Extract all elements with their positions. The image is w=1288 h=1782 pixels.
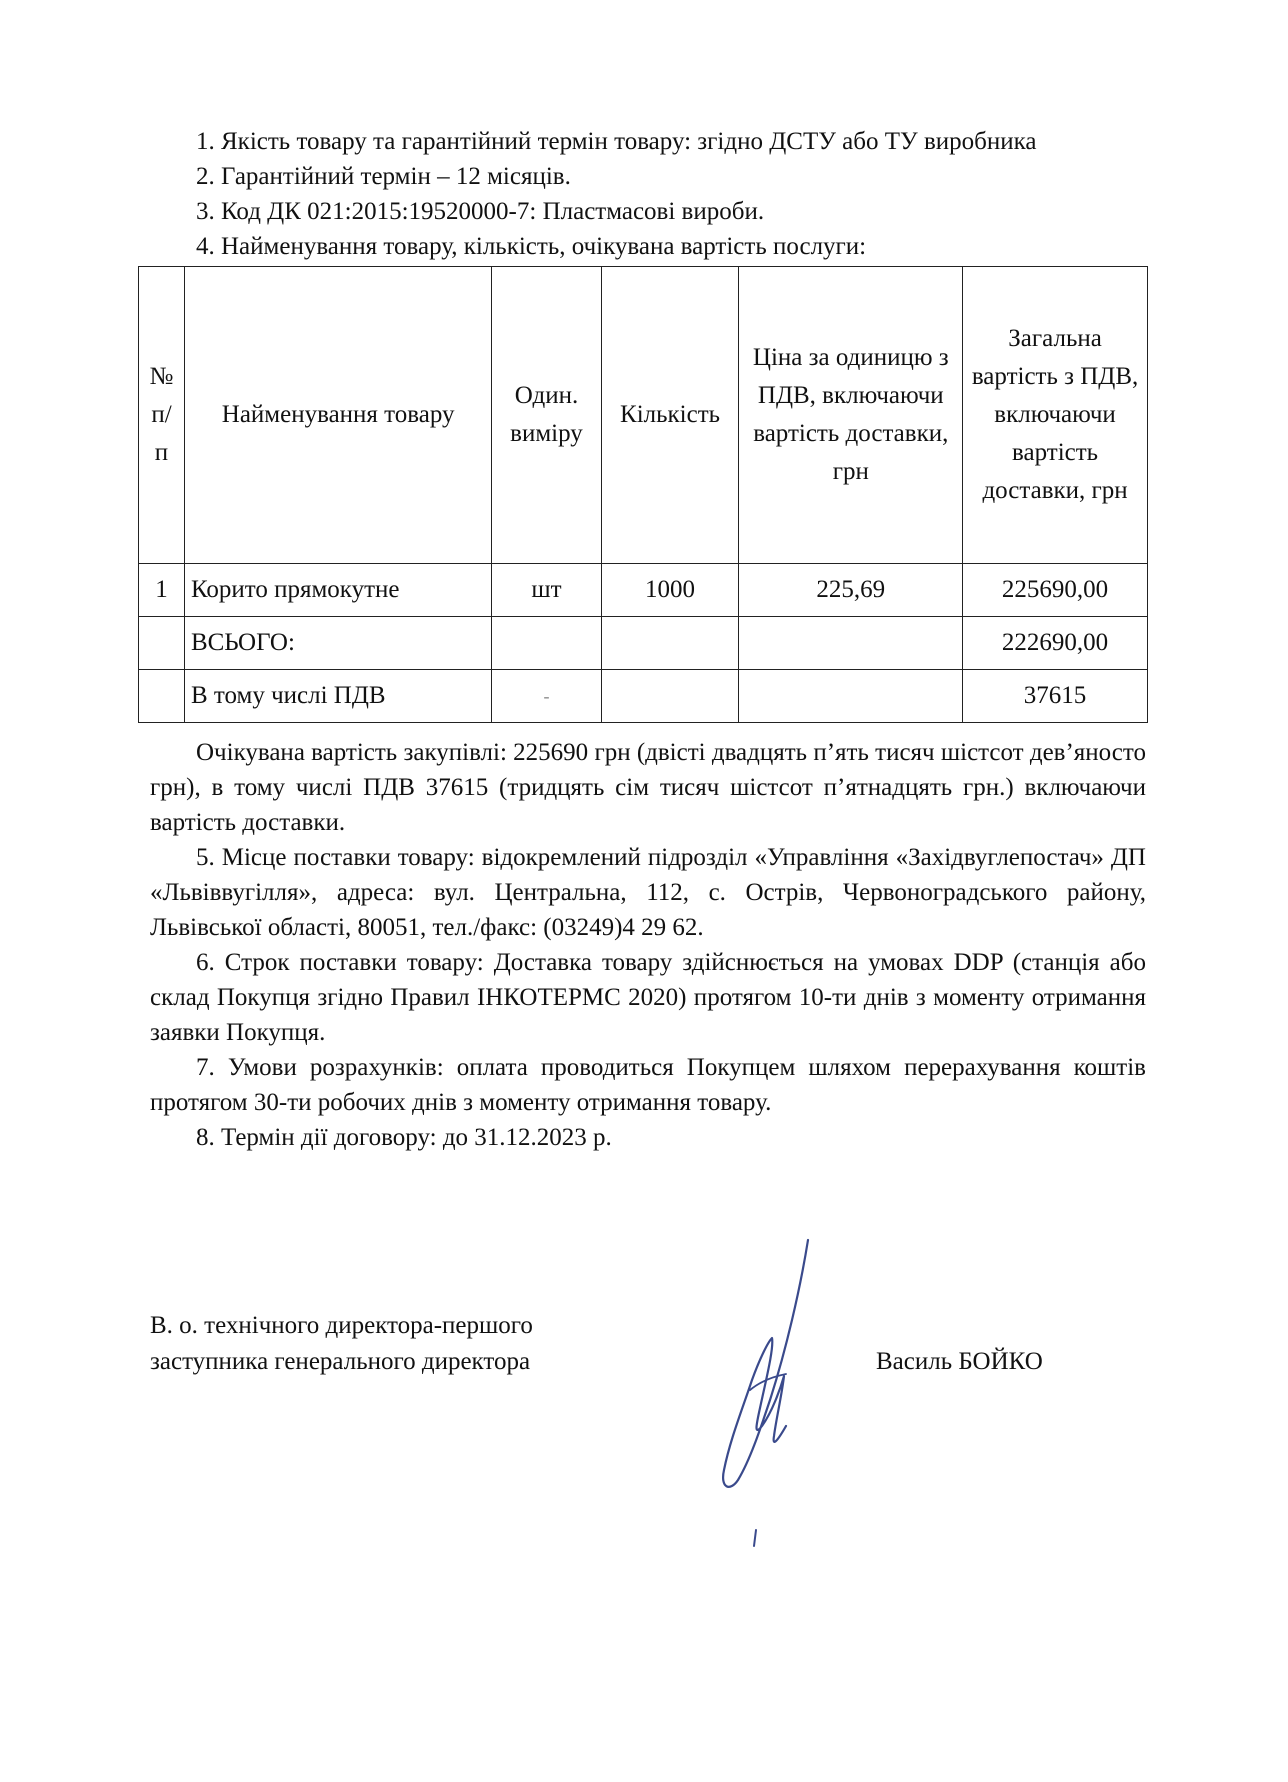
- cell-total: 37615: [963, 670, 1148, 723]
- cell-num: 1: [139, 564, 185, 617]
- item-goods-list-heading: 4. Найменування товару, кількість, очікувана вартість послуги:: [196, 233, 867, 260]
- item-quality: 1. Якість товару та гарантійний термін товару: згідно ДСТУ або ТУ виробника: [196, 128, 1037, 155]
- cell-unit: -: [492, 670, 601, 723]
- cell-name: ВСЬОГО:: [184, 617, 491, 670]
- item-delivery-place: 5. Місце поставки товару: відокремлений підрозділ «Управління «Західвуглепостач» ДП «Львіввугілля», адреса: вул. Центральна, 112, с. Острів, Червоноградського району, Львівської області, 80051, тел./факс: (03249)4 29 62.: [150, 844, 1146, 941]
- item-contract-term: 8. Термін дії договору: до 31.12.2023 р.: [196, 1124, 612, 1151]
- signatory-position-line1: В. о. технічного директора-першого: [150, 1312, 533, 1339]
- signatory-name: Василь БОЙКО: [876, 1348, 1043, 1375]
- cell-name: В тому числі ПДВ: [184, 670, 491, 723]
- handwritten-signature: [690, 1230, 830, 1560]
- header-unit: Один. виміру: [492, 267, 601, 564]
- header-qty: Кількість: [601, 267, 739, 564]
- table-row-vat: [139, 670, 1148, 723]
- goods-table: [138, 266, 1148, 723]
- table-row: [139, 564, 1148, 617]
- cell-name: Корито прямокутне: [184, 564, 491, 617]
- cell-price: [739, 617, 963, 670]
- item-dk-code: 3. Код ДК 021:2015:19520000-7: Пластмасові вироби.: [196, 198, 765, 225]
- cell-unit: шт: [492, 564, 601, 617]
- cell-qty: 1000: [601, 564, 739, 617]
- signatory-position: [150, 1308, 533, 1380]
- item-payment-terms: 7. Умови розрахунків: оплата проводиться Покупцем шляхом перерахування коштів протягом 30-ти робочих днів з моменту отримання товару.: [150, 1054, 1146, 1116]
- header-total: Загальна вартість з ПДВ, включаючи вартість доставки, грн: [963, 267, 1148, 564]
- cell-price: [739, 670, 963, 723]
- item-delivery-term: 6. Строк поставки товару: Доставка товару здійснюється на умовах DDP (станція або склад Покупця згідно Правил ІНКОТЕРМС 2020) протягом 10-ти днів з моменту отримання заявки Покупця.: [150, 949, 1146, 1046]
- cell-qty: [601, 617, 739, 670]
- header-name: Найменування товару: [184, 267, 491, 564]
- document-body: [150, 124, 1146, 1155]
- expected-cost-paragraph: Очікувана вартість закупівлі: 225690 грн (двісті двадцять п’ять тисяч шістсот дев’яносто грн), в тому числі ПДВ 37615 (тридцять сім тисяч шістсот п’ятнадцять грн.) включаючи вартість доставки.: [150, 739, 1146, 836]
- item-warranty: 2. Гарантійний термін – 12 місяців.: [196, 163, 571, 190]
- cell-num: [139, 617, 185, 670]
- table-header-row: [139, 267, 1148, 564]
- cell-total: 222690,00: [963, 617, 1148, 670]
- header-num: № п/п: [139, 267, 185, 564]
- header-price: Ціна за одиницю з ПДВ, включаючи вартість доставки, грн: [739, 267, 963, 564]
- cell-qty: [601, 670, 739, 723]
- table-row-total: [139, 617, 1148, 670]
- signatory-position-line2: заступника генерального директора: [150, 1348, 531, 1375]
- cell-num: [139, 670, 185, 723]
- cell-price: 225,69: [739, 564, 963, 617]
- cell-total: 225690,00: [963, 564, 1148, 617]
- cell-unit: [492, 617, 601, 670]
